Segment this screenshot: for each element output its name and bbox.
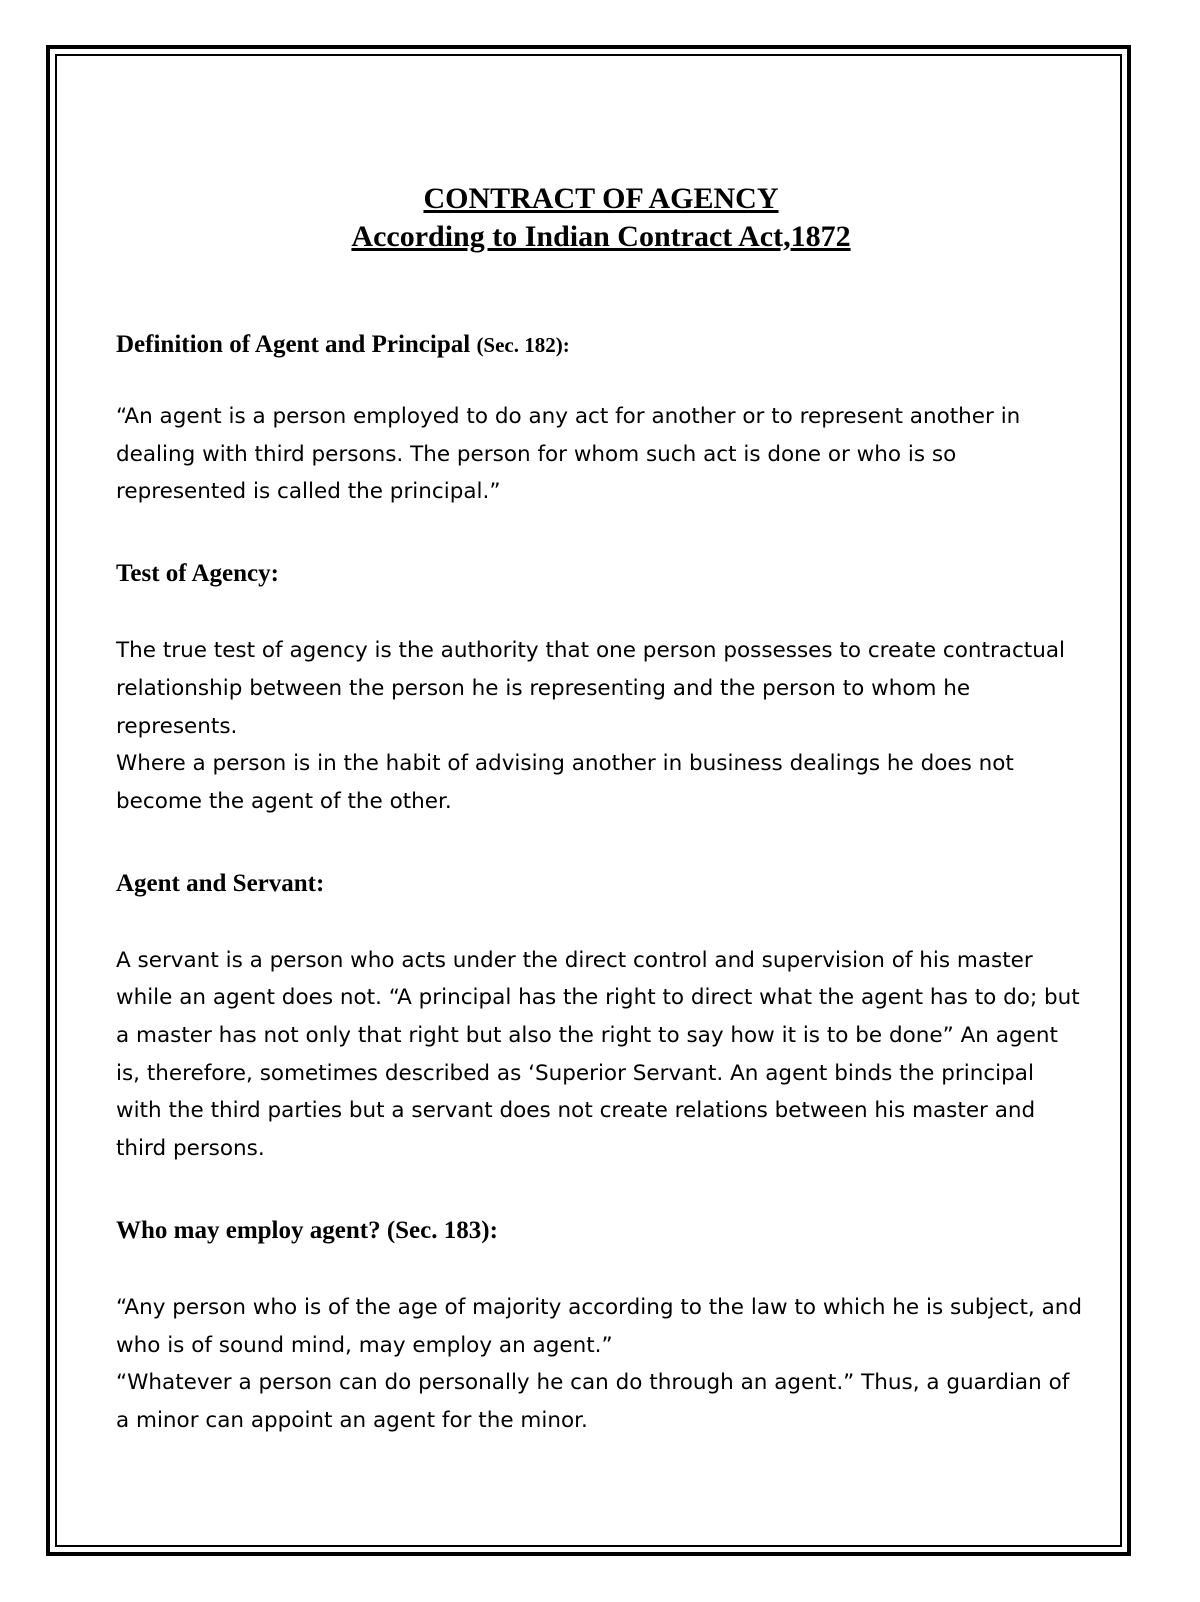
section-heading-text: Definition of Agent and Principal: [116, 331, 471, 358]
document-subtitle: According to Indian Contract Act,1872: [351, 220, 851, 253]
section-paragraph: Where a person is in the habit of advising another in business dealings he does not become the agent of the other.: [116, 751, 1014, 814]
section-heading-test-of-agency: Test of Agency:: [116, 560, 279, 588]
document-page: [116, 180, 1086, 1440]
section-reference: (Sec. 183):: [386, 1216, 498, 1244]
section-paragraph: “Whatever a person can do personally he can do through an agent.” Thus, a guardian of a minor can appoint an agent for the minor.: [116, 1370, 1070, 1433]
section-paragraph: “An agent is a person employed to do any act for another or to represent another in dealing with third persons. The person for whom such act is done or who is so represented is called the principal.”: [116, 404, 1021, 505]
section-paragraph: “Any person who is of the age of majority according to the law to which he is subject, and who is of sound mind, may employ an agent.”: [116, 1294, 1083, 1358]
section-heading-agent-and-servant: Agent and Servant:: [116, 869, 325, 897]
section-heading-definition: [116, 330, 1086, 360]
document-title: CONTRACT OF AGENCY: [423, 182, 779, 215]
section-heading-who-may-employ: [116, 1216, 1086, 1246]
section-reference: (Sec. 182):: [476, 333, 570, 357]
section-paragraph: The true test of agency is the authority that one person possesses to create contractual relationship between the person he is representing and the person to whom he represents.: [116, 638, 1065, 739]
section-paragraph: A servant is a person who acts under the direct control and supervision of his master while an agent does not. “A principal has the right to direct what the agent has to do; but a master has not only that right but also the right to say how it is to be done” An agent is, therefore, sometimes described as ‘Superior Servant. An agent binds the principal with the third parties but a servant does not create relations between his master and third persons.: [116, 947, 1080, 1162]
section-heading-text: Who may employ agent?: [116, 1216, 381, 1244]
